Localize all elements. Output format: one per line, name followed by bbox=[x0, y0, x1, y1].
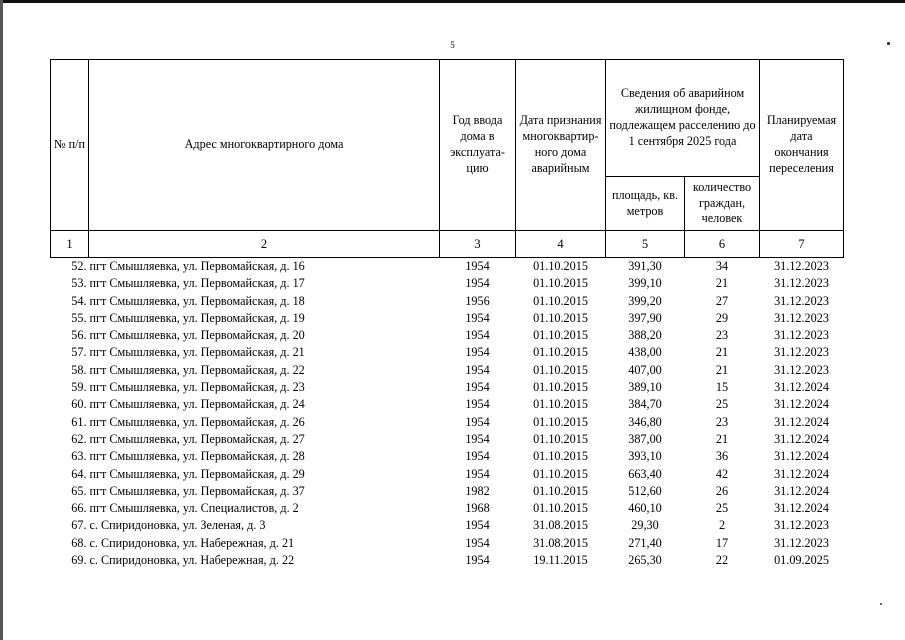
row-year: 1954 bbox=[465, 397, 490, 412]
row-end-date: 31.12.2023 bbox=[774, 345, 829, 360]
row-date: 01.10.2015 bbox=[533, 276, 588, 291]
row-number: 64. bbox=[71, 466, 87, 481]
header-num: № п/п bbox=[51, 60, 89, 231]
row-area: 265,30 bbox=[628, 553, 662, 568]
row-number: 57. bbox=[71, 345, 87, 360]
table-row bbox=[51, 448, 844, 465]
row-number: 53. bbox=[71, 276, 87, 291]
table-row bbox=[51, 293, 844, 310]
table-row bbox=[51, 483, 844, 500]
table-row bbox=[51, 535, 844, 552]
row-address: пгт Смышляевка, ул. Первомайская, д. 21 bbox=[89, 345, 305, 360]
row-people: 22 bbox=[715, 553, 729, 568]
header-recognition-date: Дата признания многоквартир-ного дома аварийным bbox=[516, 60, 606, 231]
row-number: 61. bbox=[71, 414, 87, 429]
row-people: 36 bbox=[715, 449, 729, 464]
scan-speck bbox=[880, 603, 882, 605]
row-people: 42 bbox=[715, 466, 729, 481]
table-row bbox=[51, 396, 844, 413]
column-number: 3 bbox=[440, 231, 516, 258]
table-row bbox=[51, 552, 844, 569]
row-area: 271,40 bbox=[628, 535, 662, 550]
row-number: 66. bbox=[71, 501, 87, 516]
row-end-date: 31.12.2024 bbox=[774, 501, 829, 516]
row-area: 29,30 bbox=[631, 518, 659, 533]
row-date: 01.10.2015 bbox=[533, 328, 588, 343]
row-people: 21 bbox=[715, 362, 729, 377]
row-area: 397,90 bbox=[628, 310, 662, 325]
row-date: 19.11.2015 bbox=[533, 553, 588, 568]
row-date: 01.10.2015 bbox=[533, 431, 588, 446]
row-area: 407,00 bbox=[628, 362, 662, 377]
emergency-housing-table bbox=[50, 59, 844, 569]
row-area: 460,10 bbox=[628, 501, 662, 516]
row-year: 1954 bbox=[465, 362, 490, 377]
row-year: 1954 bbox=[465, 380, 490, 395]
row-area: 346,80 bbox=[628, 414, 662, 429]
row-end-date: 31.12.2024 bbox=[774, 414, 829, 429]
column-number: 2 bbox=[89, 231, 440, 258]
row-end-date: 31.12.2024 bbox=[774, 449, 829, 464]
row-end-date: 31.12.2023 bbox=[774, 362, 829, 377]
row-date: 01.10.2015 bbox=[533, 380, 588, 395]
row-people: 25 bbox=[715, 501, 729, 516]
row-end-date: 31.12.2023 bbox=[774, 276, 829, 291]
scan-border-top bbox=[0, 0, 905, 3]
row-year: 1954 bbox=[465, 276, 490, 291]
row-address: пгт Смышляевка, ул. Первомайская, д. 17 bbox=[89, 276, 305, 291]
row-address: пгт Смышляевка, ул. Специалистов, д. 2 bbox=[89, 501, 299, 516]
row-date: 01.10.2015 bbox=[533, 414, 588, 429]
row-address: с. Спиридоновка, ул. Набережная, д. 22 bbox=[89, 553, 295, 568]
row-people: 21 bbox=[715, 276, 729, 291]
row-date: 01.10.2015 bbox=[533, 397, 588, 412]
row-end-date: 31.12.2024 bbox=[774, 466, 829, 481]
row-date: 01.10.2015 bbox=[533, 362, 588, 377]
column-number: 5 bbox=[606, 231, 685, 258]
row-end-date: 31.12.2023 bbox=[774, 293, 829, 308]
column-number: 7 bbox=[760, 231, 844, 258]
row-people: 15 bbox=[715, 380, 729, 395]
header-fund-group: Сведения об аварийном жилищном фонде, подлежащем расселению до 1 сентября 2025 года bbox=[606, 60, 760, 177]
row-people: 21 bbox=[715, 431, 729, 446]
row-area: 393,10 bbox=[628, 449, 662, 464]
table-row bbox=[51, 500, 844, 517]
row-date: 01.10.2015 bbox=[533, 259, 588, 273]
row-number: 63. bbox=[71, 449, 87, 464]
table-row bbox=[51, 362, 844, 379]
row-number: 58. bbox=[71, 362, 87, 377]
row-end-date: 31.12.2024 bbox=[774, 380, 829, 395]
row-date: 01.10.2015 bbox=[533, 310, 588, 325]
table-row bbox=[51, 275, 844, 292]
row-end-date: 01.09.2025 bbox=[774, 553, 829, 568]
row-date: 01.10.2015 bbox=[533, 501, 588, 516]
row-area: 389,10 bbox=[628, 380, 662, 395]
table-row bbox=[51, 310, 844, 327]
row-number: 67. bbox=[71, 518, 87, 533]
table-row bbox=[51, 258, 844, 276]
header-address: Адрес многоквартирного дома bbox=[89, 60, 440, 231]
header-people: количество граждан, человек bbox=[685, 177, 760, 231]
table-row bbox=[51, 327, 844, 344]
row-year: 1954 bbox=[465, 259, 490, 273]
row-address: пгт Смышляевка, ул. Первомайская, д. 22 bbox=[89, 362, 305, 377]
row-end-date: 31.12.2024 bbox=[774, 431, 829, 446]
row-end-date: 31.12.2023 bbox=[774, 259, 829, 273]
row-address: пгт Смышляевка, ул. Первомайская, д. 24 bbox=[89, 397, 305, 412]
row-year: 1954 bbox=[465, 449, 490, 464]
row-year: 1954 bbox=[465, 328, 490, 343]
table-row bbox=[51, 379, 844, 396]
row-address: с. Спиридоновка, ул. Зеленая, д. 3 bbox=[89, 518, 266, 533]
row-area: 384,70 bbox=[628, 397, 662, 412]
row-area: 388,20 bbox=[628, 328, 662, 343]
row-people: 25 bbox=[715, 397, 729, 412]
table-row bbox=[51, 466, 844, 483]
row-year: 1954 bbox=[465, 414, 490, 429]
row-year: 1954 bbox=[465, 345, 490, 360]
row-address: пгт Смышляевка, ул. Первомайская, д. 19 bbox=[89, 310, 305, 325]
row-number: 65. bbox=[71, 483, 87, 498]
row-address: пгт Смышляевка, ул. Первомайская, д. 23 bbox=[89, 380, 305, 395]
row-date: 31.08.2015 bbox=[533, 535, 588, 550]
row-address: пгт Смышляевка, ул. Первомайская, д. 20 bbox=[89, 328, 305, 343]
row-year: 1954 bbox=[465, 518, 490, 533]
row-address: с. Спиридоновка, ул. Набережная, д. 21 bbox=[89, 535, 295, 550]
row-number: 68. bbox=[71, 535, 87, 550]
row-number: 60. bbox=[71, 397, 87, 412]
row-year: 1954 bbox=[465, 553, 490, 568]
row-area: 512,60 bbox=[628, 483, 662, 498]
page-number: 5 bbox=[450, 40, 455, 50]
row-address: пгт Смышляевка, ул. Первомайская, д. 37 bbox=[89, 483, 305, 498]
row-address: пгт Смышляевка, ул. Первомайская, д. 18 bbox=[89, 293, 305, 308]
row-number: 69. bbox=[71, 553, 87, 568]
row-address: пгт Смышляевка, ул. Первомайская, д. 29 bbox=[89, 466, 305, 481]
table-row bbox=[51, 414, 844, 431]
row-year: 1954 bbox=[465, 431, 490, 446]
row-number: 56. bbox=[71, 328, 87, 343]
row-year: 1954 bbox=[465, 310, 490, 325]
column-number: 4 bbox=[516, 231, 606, 258]
header-year: Год ввода дома в эксплуата-цию bbox=[440, 60, 516, 231]
row-date: 01.10.2015 bbox=[533, 466, 588, 481]
row-number: 55. bbox=[71, 310, 87, 325]
header-area: площадь, кв. метров bbox=[606, 177, 685, 231]
row-year: 1956 bbox=[465, 293, 490, 308]
scan-border-left bbox=[0, 0, 3, 640]
row-number: 59. bbox=[71, 380, 87, 395]
header-planned-end-date: Планируемая дата окончания переселения bbox=[760, 60, 844, 231]
row-people: 23 bbox=[715, 328, 729, 343]
row-people: 34 bbox=[715, 259, 729, 273]
row-year: 1954 bbox=[465, 466, 490, 481]
row-people: 29 bbox=[715, 310, 729, 325]
row-address: пгт Смышляевка, ул. Первомайская, д. 27 bbox=[89, 431, 305, 446]
column-number: 1 bbox=[51, 231, 89, 258]
row-date: 01.10.2015 bbox=[533, 483, 588, 498]
row-people: 21 bbox=[715, 345, 729, 360]
row-year: 1954 bbox=[465, 535, 490, 550]
row-number: 62. bbox=[71, 431, 87, 446]
row-end-date: 31.12.2024 bbox=[774, 483, 829, 498]
table-row bbox=[51, 344, 844, 361]
table-row bbox=[51, 517, 844, 534]
row-year: 1968 bbox=[465, 501, 490, 516]
row-year: 1982 bbox=[465, 483, 490, 498]
row-number: 54. bbox=[71, 293, 87, 308]
row-end-date: 31.12.2023 bbox=[774, 518, 829, 533]
table-row bbox=[51, 431, 844, 448]
column-numbers-row bbox=[51, 231, 844, 258]
row-area: 438,00 bbox=[628, 345, 662, 360]
row-number: 52. bbox=[71, 259, 87, 273]
row-area: 399,10 bbox=[628, 276, 662, 291]
row-address: пгт Смышляевка, ул. Первомайская, д. 26 bbox=[89, 414, 305, 429]
row-date: 01.10.2015 bbox=[533, 449, 588, 464]
row-date: 01.10.2015 bbox=[533, 293, 588, 308]
row-end-date: 31.12.2023 bbox=[774, 328, 829, 343]
row-people: 23 bbox=[715, 414, 729, 429]
row-date: 31.08.2015 bbox=[533, 518, 588, 533]
row-end-date: 31.12.2023 bbox=[774, 535, 829, 550]
row-end-date: 31.12.2023 bbox=[774, 310, 829, 325]
row-people: 26 bbox=[715, 483, 729, 498]
row-end-date: 31.12.2024 bbox=[774, 397, 829, 412]
row-area: 387,00 bbox=[628, 431, 662, 446]
row-people: 17 bbox=[715, 535, 729, 550]
row-area: 663,40 bbox=[628, 466, 662, 481]
row-people: 2 bbox=[718, 518, 726, 533]
row-people: 27 bbox=[715, 293, 729, 308]
row-date: 01.10.2015 bbox=[533, 345, 588, 360]
column-number: 6 bbox=[685, 231, 760, 258]
row-address: пгт Смышляевка, ул. Первомайская, д. 28 bbox=[89, 449, 305, 464]
row-address: пгт Смышляевка, ул. Первомайская, д. 16 bbox=[89, 259, 305, 273]
row-area: 391,30 bbox=[628, 259, 662, 273]
row-area: 399,20 bbox=[628, 293, 662, 308]
